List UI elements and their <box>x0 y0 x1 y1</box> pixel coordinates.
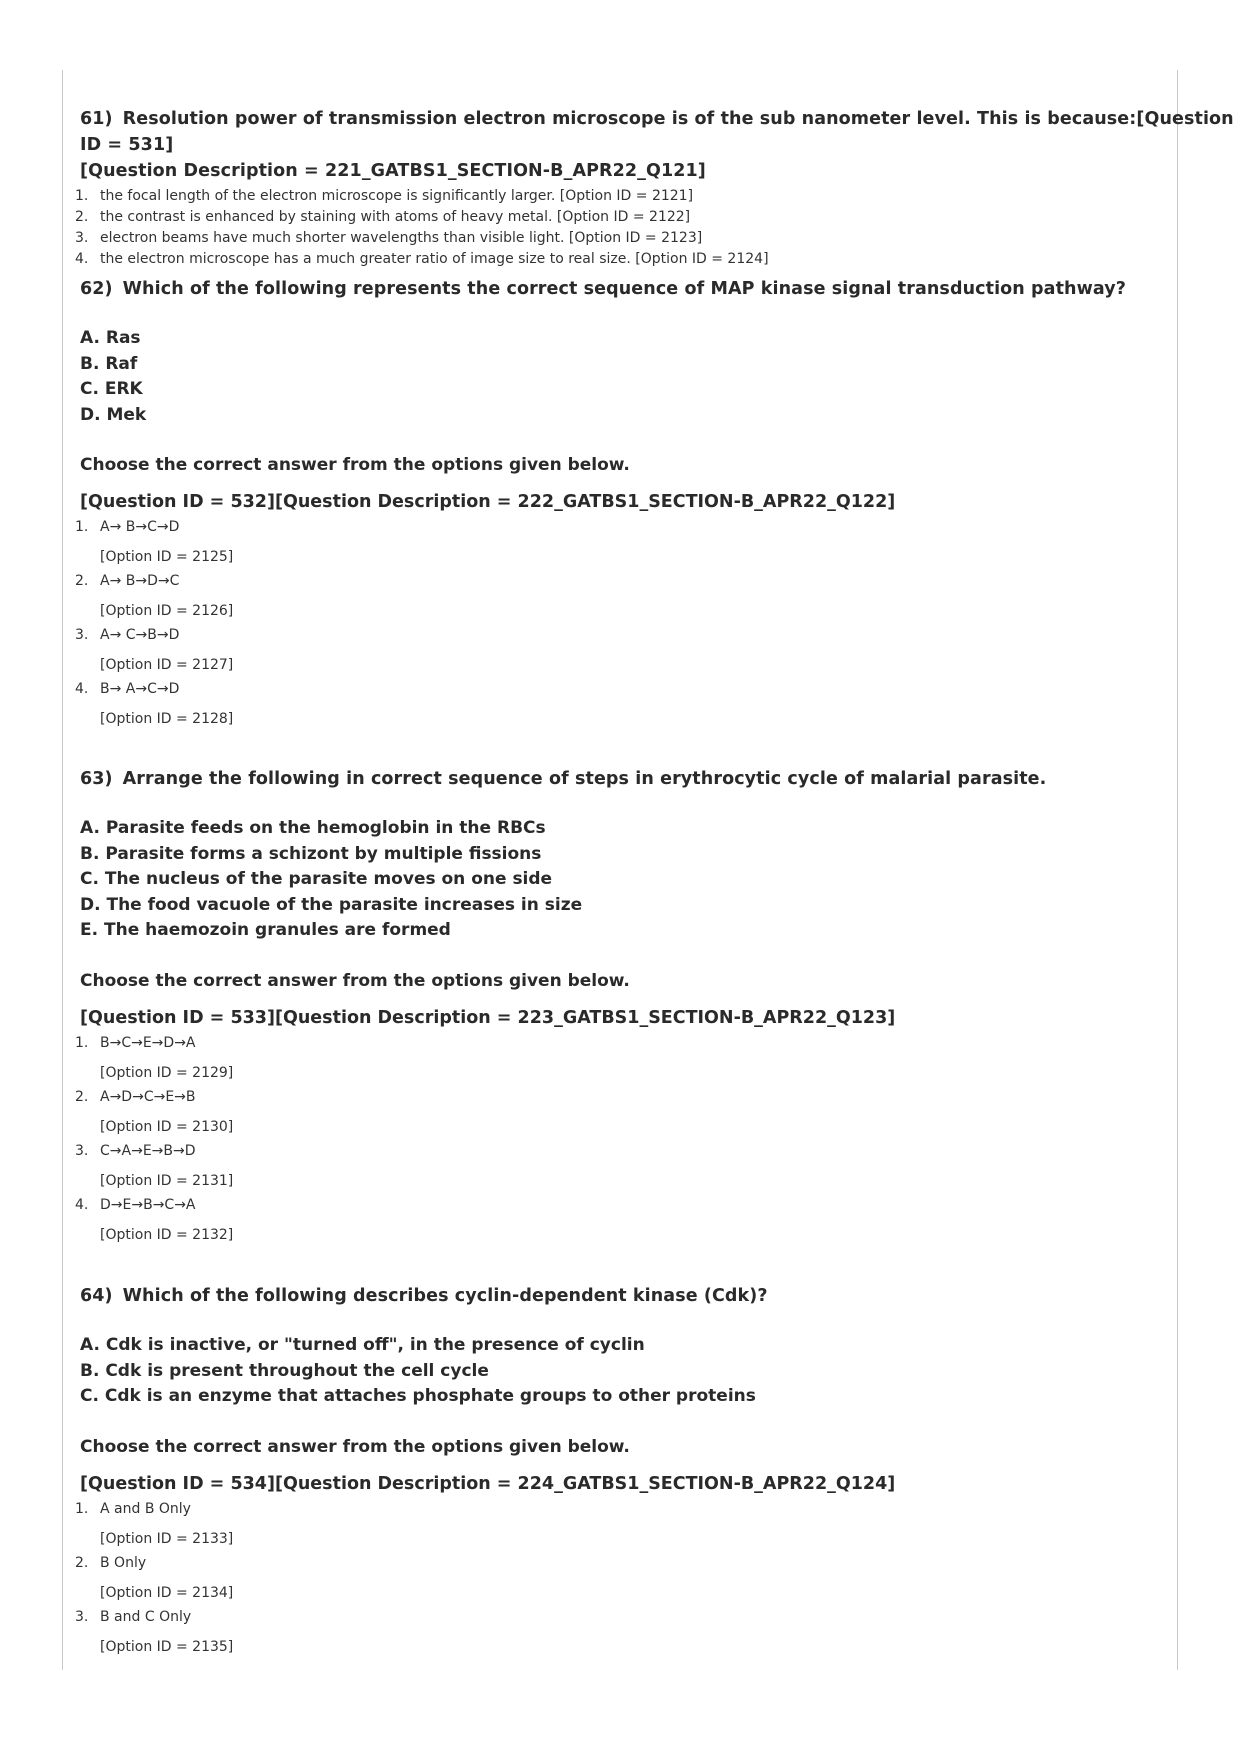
statement: C. The nucleus of the parasite moves on one side <box>80 869 553 889</box>
option-text: A→ B→C→D <box>100 519 180 535</box>
option-2[interactable] <box>75 1087 1240 1108</box>
option-2[interactable] <box>75 207 1240 228</box>
question-heading <box>80 106 1240 158</box>
option-id: [Option ID = 2130] <box>100 1118 234 1135</box>
option-number: 3. <box>75 627 89 643</box>
statement: E. The haemozoin granules are formed <box>80 920 451 940</box>
option-1[interactable] <box>75 517 1240 538</box>
option-text: B and C Only <box>100 1608 192 1625</box>
option-text: A→D→C→E→B <box>100 1088 196 1105</box>
question-61 <box>0 106 1240 270</box>
question-number: 64) <box>80 1286 113 1306</box>
option-3[interactable] <box>75 1607 1240 1628</box>
option-text: the focal length of the electron microscope is significantly larger. [Option ID = 2121] <box>100 188 694 204</box>
option-id: [Option ID = 2131] <box>100 1172 234 1189</box>
question-meta: [Question ID = 533][Question Description = 223_GATBS1_SECTION-B_APR22_Q123] <box>80 1007 896 1028</box>
option-id: [Option ID = 2135] <box>100 1638 234 1655</box>
option-4[interactable] <box>75 249 1240 270</box>
option-number: 1. <box>75 519 89 535</box>
question-text: Arrange the following in correct sequence of steps in erythrocytic cycle of malarial parasite. <box>122 769 1047 789</box>
option-3[interactable] <box>75 625 1240 646</box>
question-number: 62) <box>80 279 113 299</box>
option-id: [Option ID = 2126] <box>100 603 234 619</box>
statement: B. Parasite forms a schizont by multiple fissions <box>80 843 542 864</box>
question-heading <box>80 766 1240 792</box>
option-4[interactable] <box>75 679 1240 700</box>
statement: C. Cdk is an enzyme that attaches phosphate groups to other proteins <box>80 1386 756 1406</box>
option-number: 1. <box>75 188 89 204</box>
question-text: Resolution power of transmission electron microscope is of the sub nanometer level. This is because:[Question ID = 531] <box>80 109 1234 155</box>
option-text: D→E→B→C→A <box>100 1196 196 1213</box>
option-1[interactable] <box>75 1033 1240 1054</box>
option-number: 2. <box>75 209 89 225</box>
option-number: 2. <box>75 573 89 589</box>
option-id: [Option ID = 2128] <box>100 711 234 727</box>
option-1[interactable] <box>75 1499 1240 1520</box>
instruction-text: Choose the correct answer from the options given below. <box>80 455 630 475</box>
option-4[interactable] <box>75 1195 1240 1216</box>
option-number: 1. <box>75 1034 89 1051</box>
option-number: 4. <box>75 1196 89 1213</box>
question-heading <box>80 1283 1240 1309</box>
question-number: 61) <box>80 109 113 129</box>
option-number: 2. <box>75 1088 89 1105</box>
option-text: B→C→E→D→A <box>100 1034 196 1051</box>
instruction-text: Choose the correct answer from the options given below. <box>80 970 630 991</box>
option-id: [Option ID = 2134] <box>100 1584 234 1601</box>
question-62 <box>0 276 1240 730</box>
option-text: the electron microscope has a much greater ratio of image size to real size. [Option ID = 2124] <box>100 251 769 267</box>
option-text: A→ B→D→C <box>100 573 180 589</box>
question-text: Which of the following describes cyclin-dependent kinase (Cdk)? <box>122 1286 768 1306</box>
question-text: Which of the following represents the correct sequence of MAP kinase signal transduction pathway? <box>122 279 1126 299</box>
statement: D. Mek <box>80 404 147 425</box>
question-meta: [Question ID = 532][Question Description = 222_GATBS1_SECTION-B_APR22_Q122] <box>80 492 896 512</box>
option-2[interactable] <box>75 1553 1240 1574</box>
option-number: 3. <box>75 1142 89 1159</box>
option-id: [Option ID = 2127] <box>100 657 234 673</box>
option-id: [Option ID = 2132] <box>100 1226 234 1243</box>
statement: B. Cdk is present throughout the cell cycle <box>80 1360 489 1381</box>
question-description: [Question Description = 221_GATBS1_SECTION-B_APR22_Q121] <box>80 161 706 181</box>
option-id: [Option ID = 2129] <box>100 1064 234 1081</box>
option-number: 3. <box>75 1608 89 1625</box>
option-text: the contrast is enhanced by staining with atoms of heavy metal. [Option ID = 2122] <box>100 209 691 225</box>
question-meta: [Question ID = 534][Question Description = 224_GATBS1_SECTION-B_APR22_Q124] <box>80 1473 896 1494</box>
option-number: 4. <box>75 681 89 697</box>
statement: D. The food vacuole of the parasite increases in size <box>80 894 583 915</box>
statement: A. Cdk is inactive, or "turned off", in the presence of cyclin <box>80 1335 645 1355</box>
question-64 <box>0 1283 1240 1658</box>
option-number: 1. <box>75 1500 89 1517</box>
option-3[interactable] <box>75 228 1240 249</box>
question-number: 63) <box>80 769 113 789</box>
option-3[interactable] <box>75 1141 1240 1162</box>
option-text: A→ C→B→D <box>100 627 180 643</box>
option-id: [Option ID = 2125] <box>100 549 234 565</box>
option-number: 4. <box>75 251 89 267</box>
option-number: 2. <box>75 1554 89 1571</box>
option-text: C→A→E→B→D <box>100 1142 196 1159</box>
option-text: B→ A→C→D <box>100 681 180 697</box>
option-text: B Only <box>100 1554 147 1571</box>
question-63 <box>0 766 1240 1246</box>
question-heading <box>80 276 1240 302</box>
option-text: electron beams have much shorter wavelengths than visible light. [Option ID = 2123] <box>100 230 703 246</box>
option-2[interactable] <box>75 571 1240 592</box>
option-text: A and B Only <box>100 1500 191 1517</box>
option-number: 3. <box>75 230 89 246</box>
option-id: [Option ID = 2133] <box>100 1530 234 1547</box>
instruction-text: Choose the correct answer from the options given below. <box>80 1436 630 1457</box>
statement: A. Parasite feeds on the hemoglobin in the RBCs <box>80 818 546 838</box>
option-1[interactable] <box>75 186 1240 207</box>
statement: A. Ras <box>80 328 141 348</box>
statement: B. Raf <box>80 353 138 374</box>
statement: C. ERK <box>80 379 143 399</box>
